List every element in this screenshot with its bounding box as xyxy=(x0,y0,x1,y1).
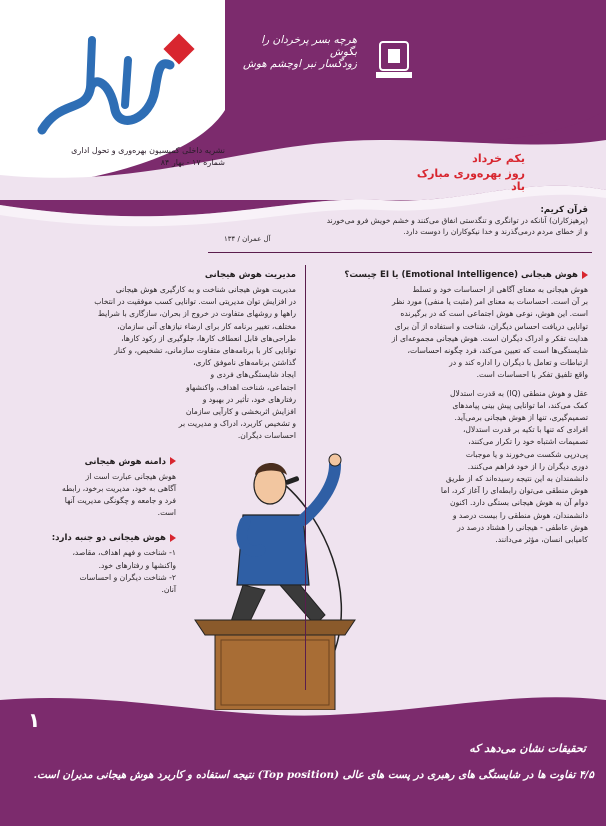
greeting-date: یکم خرداد xyxy=(472,152,525,165)
eim-heading: مدیریت هوش هیجانی xyxy=(204,270,296,280)
aspects-body: ۱- شناخت و فهم اهداف، مقاصد، واکنشها و رفتارهای خود. ۲- شناخت دیگران و احساسات آنان. xyxy=(72,548,176,595)
scope-heading: دامنه هوش هیجانی xyxy=(16,457,176,467)
quran-title: قرآن کریم: xyxy=(540,205,588,215)
quran-box xyxy=(210,205,588,250)
subtitle-line2: شماره ۱۷ - بهار ۸۴ xyxy=(160,158,225,167)
logo-mark-icon xyxy=(30,20,220,140)
column-divider xyxy=(305,265,306,690)
quran-text-line1: (پرهیزکاران) آنانکه در توانگری و تنگدستی انفاق می‌کنند و خشم خویش فرو می‌خورند xyxy=(326,216,588,225)
ei-para2: عقل و هوش منطقی (IQ) به قدرت استدلال کمک می‌کند، اما توانایی پیش بینی پیامدهای تصمیم‌گیری، تنها از هوش هیجانی برمی‌آید. افرادی که تنها با تکیه بر قدرت استدلال، تصمیمات اشتباه خود را تکرار می‌کنند، پی‌درپی شکست می‌خورند و یا موجبات دوری دیگران را از خود فراهم می‌کنند. دانشمندان به این نتیجه رسیده‌اند که از طریق هوش منطقی می‌توان رابطه‌ای را آغاز کرد، اما دوام آن به هوش هیجانی بستگی دارد. اکنون دانشمندان، هوش منطقی را بیست درصد و هوش عاطفی - هیجانی را هشتاد درصد در کامیابی انسان، مؤثر می‌دانند. xyxy=(440,388,588,545)
footer-line1: تحقیقات نشان می‌دهد که xyxy=(469,742,586,755)
university-emblem-icon xyxy=(372,36,416,84)
speaker-illustration xyxy=(185,390,375,710)
aspects-heading: هوش هیجانی دو جنبه دارد: xyxy=(16,533,176,543)
footer-line2: ۴/۵ تفاوت ها در شایستگی های رهبری در پست های عالی (Top position) نتیجه استفاده و کاربرد هوش هیجانی مدیران است. xyxy=(33,769,594,781)
ei-para1: هوش هیجانی به معنای آگاهی از احساسات خود و تسلط بر آن است. احساسات به معنای امر (مثبت یا منفی) مورد نظر است. این هوش، نوعی هوش اجتماعی است که در برگیرنده توانایی دریافت احساس دیگران، شناخت و استفاده از آن برای هدایت تفکر و ادراک دیگران است. هوش هیجانی مجموعه‌ای از شایستگی‌ها است که تعیین می‌کند، فرد چگونه احساسات، ارتباطات و تعامل با دیگران را اداره کند و در واقع تلفیق تفکر با احساسات است. xyxy=(391,285,588,380)
quran-text-line2: و از خطای مردم درمی‌گذرند و خدا نیکوکاران را دوست دارد. xyxy=(403,227,588,236)
bullet-triangle-icon xyxy=(170,457,176,465)
scope-body: هوش هیجانی عبارت است از آگاهی به خود، مدیریت برخود، رابطه فرد و جامعه و چگونگی مدیریت آنها است. xyxy=(62,471,176,518)
poem-line2: زودگسار نبر اوچشم هوش xyxy=(243,58,357,70)
bullet-triangle-icon xyxy=(582,271,588,279)
bullet-triangle-icon xyxy=(170,534,176,542)
greeting-text: روز بهره‌وری مبارک باد xyxy=(416,167,525,193)
ei-heading: هوش هیجانی (Emotional Intelligence) یا EI چیست؟ xyxy=(318,270,588,280)
subtitle-line1: نشریه داخلی کمیسیون بهره‌وری و تحول اداری xyxy=(71,146,225,155)
eim-body: مدیریت هوش هیجانی شناخت و به کارگیری هوش هیجانی در افزایش توان مدیریتی است. توانایی کسب موفقیت در انتخاب راهها و روشهای متفاوت در خروج از بحران، سازگاری با شرایط مختلف، تغییر برنامه کار برای ارضاء نیازهای آنی سازمان، طراحی‌های قابل انعطاف کارها، جلوگیری از رکود کارها، توانایی کار با برنامه‌های متفاوت سازمانی، تشخیص، و کنار گذاشتن برنامه‌های ناموفق کاری، ایجاد شایستگی‌های فردی و اجتماعی، شناخت اهداف، واکنشهاو رفتارهای خود، تأثیر در بهبود و افزایش اثربخشی و کارآیی سازمان و تشخیص کاربرد، ادراک و مدیریت بر احساسات دیگران. xyxy=(94,285,296,441)
poem-line1: هرچه بسر پرخردان را بگوش xyxy=(261,34,357,58)
logo xyxy=(30,20,220,140)
quran-divider xyxy=(208,252,592,253)
quran-source: آل عمران / ۱۳۴ xyxy=(224,235,271,243)
page-number: ۱ xyxy=(28,708,41,732)
